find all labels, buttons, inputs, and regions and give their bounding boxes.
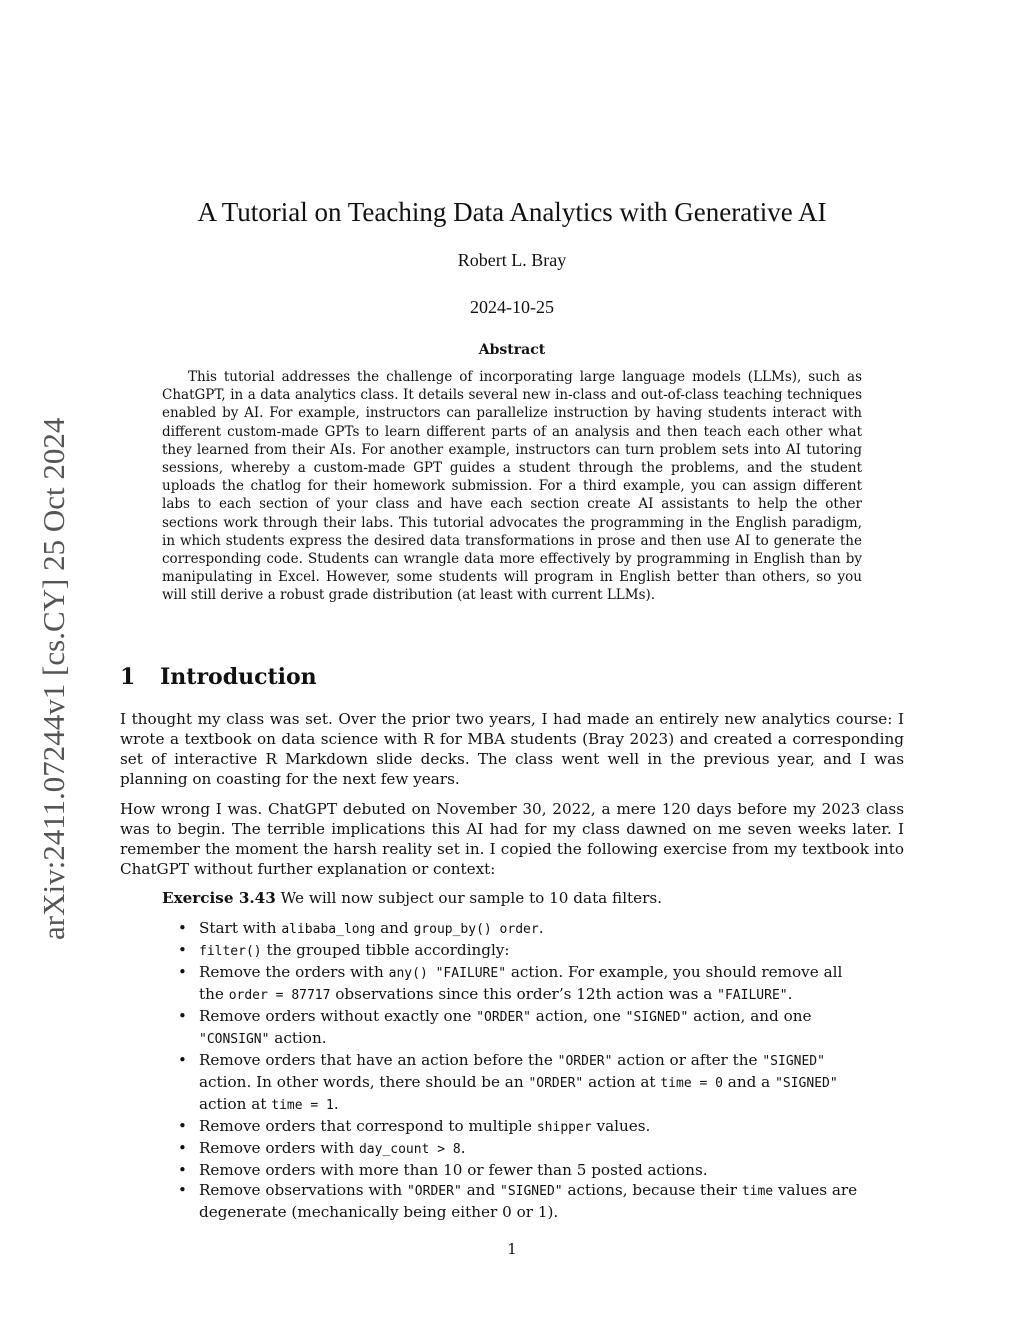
paper-title: A Tutorial on Teaching Data Analytics with Generative AI bbox=[197, 197, 827, 228]
code-span: "SIGNED" bbox=[625, 1010, 689, 1025]
code-span: "SIGNED" bbox=[775, 1076, 838, 1091]
bullet-icon: • bbox=[178, 1181, 187, 1199]
code-span: "FAILURE" bbox=[717, 988, 788, 1003]
arxiv-identifier: arXiv:2411.07244v1 [cs.CY] 25 Oct 2024 bbox=[36, 417, 71, 940]
bullet-icon: • bbox=[178, 1007, 187, 1025]
code-span: "SIGNED" bbox=[500, 1184, 563, 1199]
list-item: • filter() the grouped tibble accordingly: bbox=[178, 941, 510, 959]
code-span: "CONSIGN" bbox=[199, 1032, 270, 1047]
list-item: • Remove the orders with any() "FAILURE" action. For example, you should remove all the order = 87717 observations since this order’s 12th action was a "FAILURE". bbox=[178, 963, 843, 1003]
list-item: • Remove orders that correspond to multiple shipper values. bbox=[178, 1117, 651, 1135]
code-span: filter() bbox=[199, 944, 262, 959]
bullet-icon: • bbox=[178, 1117, 187, 1135]
publication-date: 2024-10-25 bbox=[470, 297, 554, 317]
author-name: Robert L. Bray bbox=[457, 250, 567, 270]
page-number: 1 bbox=[507, 1240, 517, 1258]
list-item: • Remove orders with day_count > 8. bbox=[178, 1139, 466, 1157]
code-span: day_count > 8 bbox=[358, 1142, 461, 1157]
code-span: group_by() order bbox=[413, 922, 539, 937]
exercise-bullet-list bbox=[162, 918, 864, 1222]
list-item: • Start with alibaba_long and group_by() order. bbox=[178, 919, 544, 937]
code-span: "ORDER" bbox=[406, 1184, 462, 1199]
code-span: time bbox=[741, 1184, 774, 1199]
bullet-icon: • bbox=[178, 1139, 187, 1157]
abstract-heading: Abstract bbox=[478, 342, 546, 358]
list-item: • Remove observations with "ORDER" and "SIGNED" actions, because their time values are degenerate (mechanically being either 0 or 1). bbox=[178, 1181, 858, 1221]
code-span: shipper bbox=[536, 1120, 592, 1135]
code-span: time = 1 bbox=[271, 1098, 334, 1113]
code-span: "ORDER" bbox=[476, 1010, 531, 1025]
code-span: order = 87717 bbox=[228, 988, 331, 1003]
section-heading bbox=[120, 664, 317, 690]
abstract-text: This tutorial addresses the challenge of incorporating large language models (LLMs), such as ChatGPT, in a data analytics class. It details several new in-class and out-of-class teaching techniques enabled by AI. For example, instructors can parallelize instruction by having students interact with different custom-made GPTs to learn different parts of an analysis and then teach each other what they learned from their AIs. For another example, instructors can turn problem sets into AI tutoring sessions, whereby a custom-made GPT guides a student through the problems, and the student uploads the chatlog for their homework submission. For a third example, you can assign different labs to each section of your class and have each section create AI assistants to help the other sections work through their labs. This tutorial advocates the programming in the English paradigm, in which students express the desired data transformations in prose and then use AI to generate the corresponding code. Students can wrangle data more effectively by programming in English than by manipulating in Excel. However, some students will program in English better than others, so you will still derive a robust grade distribution (at least with current LLMs). bbox=[162, 369, 862, 604]
bullet-icon: • bbox=[178, 941, 187, 959]
intro-paragraph-1: I thought my class was set. Over the prior two years, I had made an entirely new analytics course: I wrote a textbook on data science with R for MBA students (Bray 2023) and created a corresponding set of interactive R Markdown slide decks. The class went well in the previous year, and I was planning on coasting for the next few years. bbox=[120, 710, 904, 788]
bullet-icon: • bbox=[178, 1161, 187, 1179]
bullet-icon: • bbox=[178, 963, 187, 981]
code-span: "ORDER" bbox=[528, 1076, 584, 1091]
intro-paragraph-2: How wrong I was. ChatGPT debuted on November 30, 2022, a mere 120 days before my 2023 class was to begin. The terrible implications this AI had for my class dawned on me seven weeks later. I remember the moment the harsh reality set in. I copied the following exercise from my textbook into ChatGPT without further explanation or context: bbox=[120, 800, 904, 878]
code-span: any() "FAILURE" bbox=[388, 966, 507, 981]
list-item: • Remove orders with more than 10 or fewer than 5 posted actions. bbox=[178, 1161, 708, 1179]
list-item: • Remove orders without exactly one "ORDER" action, one "SIGNED" action, and one "CONSIGN" action. bbox=[178, 1007, 812, 1047]
code-span: "ORDER" bbox=[557, 1054, 613, 1069]
exercise-label: Exercise 3.43 bbox=[162, 889, 276, 907]
exercise-statement bbox=[162, 888, 862, 908]
code-span: time = 0 bbox=[660, 1076, 723, 1091]
code-span: "SIGNED" bbox=[762, 1054, 825, 1069]
section-number: 1 bbox=[120, 664, 136, 690]
bullet-icon: • bbox=[178, 1051, 187, 1069]
list-item: • Remove orders that have an action before the "ORDER" action or after the "SIGNED" action. In other words, there should be an "ORDER" action at time = 0 and a "SIGNED" action at time = 1. bbox=[178, 1051, 838, 1113]
section-title: Introduction bbox=[160, 664, 317, 690]
code-span: alibaba_long bbox=[281, 922, 376, 937]
exercise-text: We will now subject our sample to 10 data filters. bbox=[280, 889, 663, 907]
bullet-icon: • bbox=[178, 919, 187, 937]
